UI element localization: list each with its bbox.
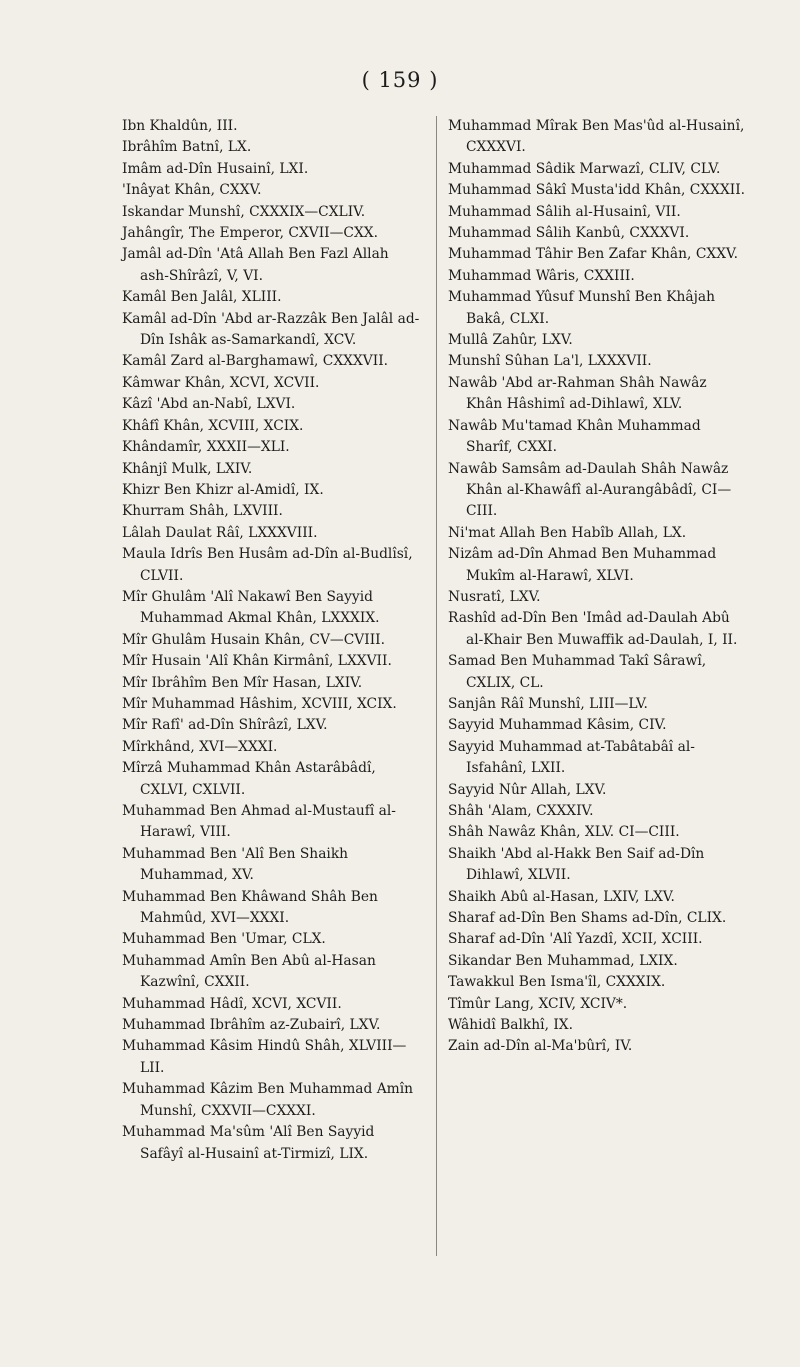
index-entry: Maula Idrîs Ben Husâm ad-Dîn al-Budlîsî, CLVII. bbox=[122, 546, 413, 584]
index-entry: Khizr Ben Khizr al-Amidî, IX. bbox=[122, 481, 324, 498]
index-entry: Imâm ad-Dîn Husainî, LXI. bbox=[122, 160, 309, 177]
index-entry: Muhammad Ma'sûm 'Alî Ben Sayyid Safâyî al-Husainî at-Tirmizî, LIX. bbox=[122, 1124, 375, 1162]
index-entry: Mîr Ghulâm 'Alî Nakawî Ben Sayyid Muhammad Akmal Khân, LXXXIX. bbox=[122, 588, 380, 627]
index-entry: Muhammad Sâdik Marwazî, CLIV, CLV. bbox=[448, 160, 721, 177]
index-entry: Jamâl ad-Dîn 'Atâ Allah Ben Fazl Allah ash-Shîrâzî, V, VI. bbox=[122, 246, 389, 284]
index-entry: Mîr Husain 'Alî Khân Kirmânî, LXXVII. bbox=[122, 653, 392, 670]
index-entry: Nawâb Mu'tamad Khân Muhammad Sharîf, CXXI. bbox=[448, 417, 701, 456]
index-entry: Muhammad Sâkî Musta'idd Khân, CXXXII. bbox=[448, 182, 746, 199]
index-entry: Mîr Muhammad Hâshim, XCVIII, XCIX. bbox=[122, 695, 397, 712]
index-entry: Ibn Khaldûn, III. bbox=[122, 118, 238, 134]
index-entry: Iskandar Munshî, CXXXIX—CXLIV. bbox=[122, 203, 366, 220]
index-entry: Sayyid Muhammad at-Tabâtabâî al-Isfahânî, LXII. bbox=[448, 738, 695, 777]
index-entry: Mîrkhând, XVI—XXXI. bbox=[122, 738, 278, 755]
index-entry: Shaikh 'Abd al-Hakk Ben Saif ad-Dîn Dihlawî, XLVII. bbox=[448, 845, 705, 884]
index-entry: Muhammad Yûsuf Munshî Ben Khâjah Bakâ, CLXI. bbox=[448, 289, 716, 327]
index-entry: Muhammad Ibrâhîm az-Zubairî, LXV. bbox=[122, 1017, 381, 1034]
index-column-right bbox=[448, 116, 746, 1058]
index-entry: Mîr Ghulâm Husain Khân, CV—CVIII. bbox=[122, 631, 385, 648]
index-entry: Muhammad Sâlih Kanbû, CXXXVI. bbox=[448, 225, 690, 242]
index-entry: Khâfî Khân, XCVIII, XCIX. bbox=[122, 417, 304, 434]
index-entry: Mîr Rafî' ad-Dîn Shîrâzî, LXV. bbox=[122, 717, 328, 734]
index-entry: Muhammad Ben 'Alî Ben Shaikh Muhammad, XV. bbox=[122, 845, 349, 884]
index-entry: Muhammad Kâzim Ben Muhammad Amîn Munshî, CXXVII—CXXXI. bbox=[122, 1081, 414, 1119]
index-entry: Lâlah Daulat Râî, LXXXVIII. bbox=[122, 524, 318, 541]
index-entry: Wâhidî Balkhî, IX. bbox=[448, 1017, 574, 1034]
index-entry: Mîr Ibrâhîm Ben Mîr Hasan, LXIV. bbox=[122, 674, 363, 691]
index-entry: Muhammad Ben Khâwand Shâh Ben Mahmûd, XVI—XXXI. bbox=[122, 888, 378, 927]
index-entry: Ibrâhîm Batnî, LX. bbox=[122, 139, 252, 156]
index-entry: Jahângîr, The Emperor, CXVII—CXX. bbox=[122, 225, 379, 242]
index-entry: Sikandar Ben Muhammad, LXIX. bbox=[448, 952, 678, 969]
index-entry: Sayyid Nûr Allah, LXV. bbox=[448, 781, 607, 798]
index-entry: Mîrzâ Muhammad Khân Astarâbâdî, CXLVI, CXLVII. bbox=[122, 760, 376, 798]
index-entry: Sanjân Râî Munshî, LIII—LV. bbox=[448, 695, 648, 712]
index-entry: Kâzî 'Abd an-Nabî, LXVI. bbox=[122, 396, 296, 413]
index-entry: 'Inâyat Khân, CXXV. bbox=[122, 182, 262, 199]
index-entry: Muhammad Ben Ahmad al-Mustaufî al-Harawî, VIII. bbox=[122, 803, 396, 841]
index-entry: Kamâl Ben Jalâl, XLIII. bbox=[122, 289, 282, 306]
index-entry: Muhammad Sâlih al-Husainî, VII. bbox=[448, 203, 681, 220]
index-entry: Khurram Shâh, LXVIII. bbox=[122, 503, 283, 520]
index-entry: Muhammad Kâsim Hindû Shâh, XLVIII—LII. bbox=[122, 1038, 407, 1076]
index-entry: Mullâ Zahûr, LXV. bbox=[448, 332, 573, 349]
index-column-left bbox=[122, 116, 420, 1165]
index-entry: Nawâb 'Abd ar-Rahman Shâh Nawâz Khân Hâshimî ad-Dihlawî, XLV. bbox=[448, 374, 707, 413]
index-entry: Tawakkul Ben Isma'îl, CXXXIX. bbox=[448, 974, 666, 991]
index-entry: Shâh 'Alam, CXXXIV. bbox=[448, 803, 594, 819]
column-divider bbox=[436, 116, 437, 1256]
index-entry: Nawâb Samsâm ad-Daulah Shâh Nawâz Khân al-Khawâfî al-Aurangâbâdî, CI—CIII. bbox=[448, 460, 732, 520]
index-entry: Khândamîr, XXXII—XLI. bbox=[122, 439, 290, 456]
index-entry: Ni'mat Allah Ben Habîb Allah, LX. bbox=[448, 524, 687, 541]
index-entry: Muhammad Ben 'Umar, CLX. bbox=[122, 931, 326, 948]
index-entry: Muhammad Hâdî, XCVI, XCVII. bbox=[122, 995, 342, 1012]
index-entry: Rashîd ad-Dîn Ben 'Imâd ad-Daulah Abû al-Khair Ben Muwaffik ad-Daulah, I, II. bbox=[448, 610, 738, 648]
page-number: ( 159 ) bbox=[361, 68, 439, 92]
index-entry: Zain ad-Dîn al-Ma'bûrî, IV. bbox=[448, 1038, 633, 1055]
index-entry: Tîmûr Lang, XCIV, XCIV*. bbox=[448, 995, 628, 1012]
index-entry: Nizâm ad-Dîn Ahmad Ben Muhammad Mukîm al-Harawî, XLVI. bbox=[448, 546, 717, 584]
index-entry: Muhammad Amîn Ben Abû al-Hasan Kazwînî, CXXII. bbox=[122, 952, 376, 991]
index-entry: Khânjî Mulk, LXIV. bbox=[122, 460, 253, 477]
index-entry: Munshî Sûhan La'l, LXXXVII. bbox=[448, 353, 652, 370]
index-entry: Kamâl Zard al-Barghamawî, CXXXVII. bbox=[122, 353, 389, 370]
index-entry: Kâmwar Khân, XCVI, XCVII. bbox=[122, 374, 320, 391]
index-entry: Sharaf ad-Dîn Ben Shams ad-Dîn, CLIX. bbox=[448, 910, 727, 927]
index-entry: Sharaf ad-Dîn 'Alî Yazdî, XCII, XCIII. bbox=[448, 931, 703, 948]
index-entry: Samad Ben Muhammad Takî Sârawî, CXLIX, CL. bbox=[448, 653, 707, 691]
index-entry: Shâh Nawâz Khân, XLV. CI—CIII. bbox=[448, 824, 680, 841]
index-entry: Muhammad Wâris, CXXIII. bbox=[448, 267, 635, 284]
index-entry: Sayyid Muhammad Kâsim, CIV. bbox=[448, 717, 667, 734]
index-entry: Muhammad Mîrak Ben Mas'ûd al-Husainî, CXXXVI. bbox=[448, 118, 745, 156]
index-entry: Shaikh Abû al-Hasan, LXIV, LXV. bbox=[448, 888, 675, 905]
index-entry: Nusratî, LXV. bbox=[448, 588, 541, 605]
index-entry: Kamâl ad-Dîn 'Abd ar-Razzâk Ben Jalâl ad-Dîn Ishâk as-Samarkandî, XCV. bbox=[122, 310, 420, 349]
index-entry: Muhammad Tâhir Ben Zafar Khân, CXXV. bbox=[448, 246, 738, 263]
